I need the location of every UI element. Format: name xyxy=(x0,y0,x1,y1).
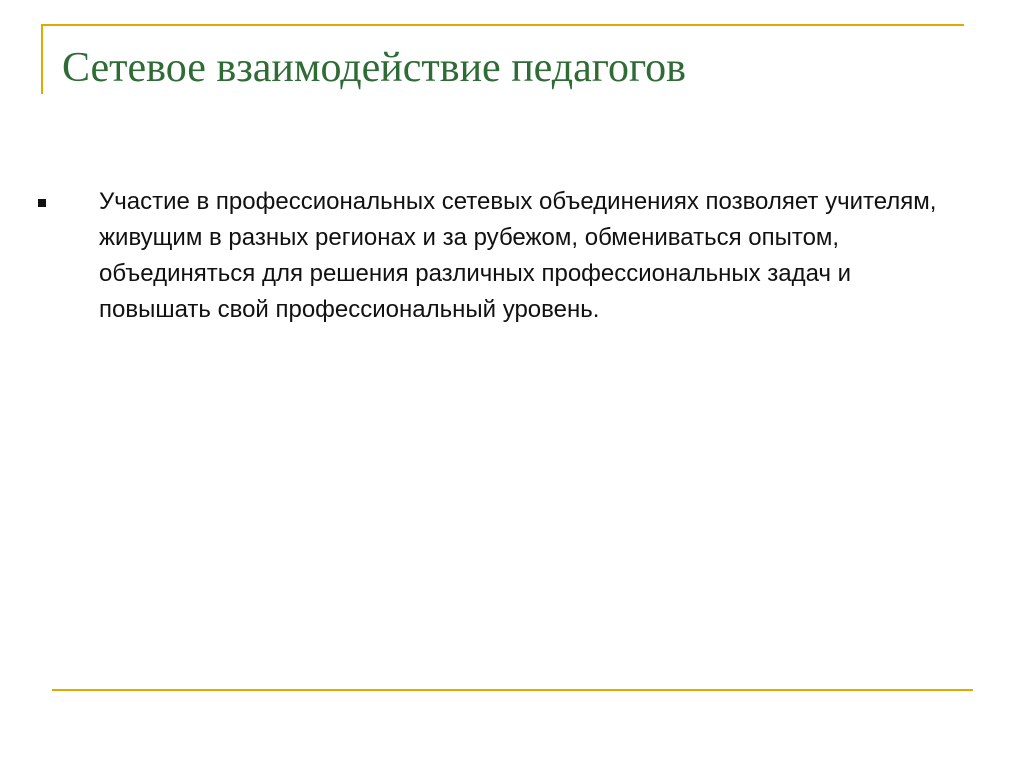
top-divider xyxy=(41,24,964,26)
bottom-divider xyxy=(52,689,973,691)
bullet-item xyxy=(36,184,966,328)
left-accent-line xyxy=(41,24,43,94)
bullet-text: Участие в профессиональных сетевых объединениях позволяет учителям, живущим в разных регионах и за рубежом, обмениваться опытом, объединяться для решения различных профессиональных задач и повышать свой профессиональный уровень. xyxy=(99,188,937,323)
slide-title: Сетевое взаимодействие педагогов xyxy=(62,45,686,91)
square-bullet-icon xyxy=(38,199,46,207)
bullet-list xyxy=(36,184,966,328)
